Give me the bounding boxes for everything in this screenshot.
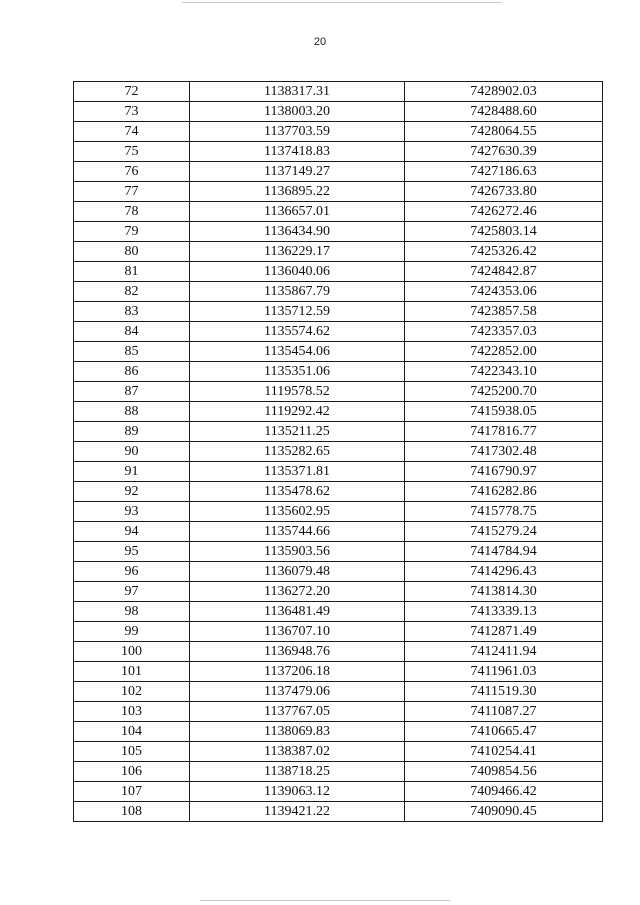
x-coordinate-cell: 1138317.31 (190, 82, 405, 102)
point-number-cell: 79 (74, 222, 190, 242)
table-row (74, 802, 603, 822)
x-coordinate-cell: 1136272.20 (190, 582, 405, 602)
page-number: 20 (313, 36, 327, 48)
x-coordinate-cell: 1135282.65 (190, 442, 405, 462)
y-coordinate-cell: 7409466.42 (405, 782, 603, 802)
point-number-cell: 91 (74, 462, 190, 482)
point-number-cell: 103 (74, 702, 190, 722)
table-row (74, 242, 603, 262)
y-coordinate-cell: 7411519.30 (405, 682, 603, 702)
y-coordinate-cell: 7410254.41 (405, 742, 603, 762)
x-coordinate-cell: 1135602.95 (190, 502, 405, 522)
point-number-cell: 75 (74, 142, 190, 162)
point-number-cell: 95 (74, 542, 190, 562)
point-number-cell: 99 (74, 622, 190, 642)
table-row (74, 222, 603, 242)
x-coordinate-cell: 1119578.52 (190, 382, 405, 402)
y-coordinate-cell: 7415778.75 (405, 502, 603, 522)
point-number-cell: 74 (74, 122, 190, 142)
table-row (74, 502, 603, 522)
point-number-cell: 85 (74, 342, 190, 362)
y-coordinate-cell: 7426272.46 (405, 202, 603, 222)
y-coordinate-cell: 7415938.05 (405, 402, 603, 422)
table-row (74, 622, 603, 642)
y-coordinate-cell: 7417302.48 (405, 442, 603, 462)
x-coordinate-cell: 1137703.59 (190, 122, 405, 142)
table-row (74, 162, 603, 182)
x-coordinate-cell: 1136948.76 (190, 642, 405, 662)
point-number-cell: 77 (74, 182, 190, 202)
point-number-cell: 101 (74, 662, 190, 682)
point-number-cell: 97 (74, 582, 190, 602)
table-row (74, 702, 603, 722)
point-number-cell: 76 (74, 162, 190, 182)
x-coordinate-cell: 1135712.59 (190, 302, 405, 322)
y-coordinate-cell: 7427186.63 (405, 162, 603, 182)
top-scan-rule (182, 2, 502, 3)
x-coordinate-cell: 1139063.12 (190, 782, 405, 802)
y-coordinate-cell: 7425326.42 (405, 242, 603, 262)
x-coordinate-cell: 1135478.62 (190, 482, 405, 502)
y-coordinate-cell: 7413339.13 (405, 602, 603, 622)
table-row (74, 302, 603, 322)
coordinates-table-body (74, 82, 603, 822)
table-row (74, 142, 603, 162)
point-number-cell: 72 (74, 82, 190, 102)
table-row (74, 642, 603, 662)
x-coordinate-cell: 1135211.25 (190, 422, 405, 442)
x-coordinate-cell: 1138718.25 (190, 762, 405, 782)
point-number-cell: 83 (74, 302, 190, 322)
table-row (74, 562, 603, 582)
x-coordinate-cell: 1136079.48 (190, 562, 405, 582)
y-coordinate-cell: 7414784.94 (405, 542, 603, 562)
point-number-cell: 94 (74, 522, 190, 542)
y-coordinate-cell: 7413814.30 (405, 582, 603, 602)
y-coordinate-cell: 7428902.03 (405, 82, 603, 102)
x-coordinate-cell: 1136481.49 (190, 602, 405, 622)
table-row (74, 742, 603, 762)
table-row (74, 282, 603, 302)
y-coordinate-cell: 7422343.10 (405, 362, 603, 382)
point-number-cell: 102 (74, 682, 190, 702)
coordinates-table (73, 81, 603, 822)
table-row (74, 262, 603, 282)
x-coordinate-cell: 1139421.22 (190, 802, 405, 822)
y-coordinate-cell: 7416790.97 (405, 462, 603, 482)
y-coordinate-cell: 7414296.43 (405, 562, 603, 582)
x-coordinate-cell: 1137418.83 (190, 142, 405, 162)
table-row (74, 682, 603, 702)
table-row (74, 362, 603, 382)
table-row (74, 582, 603, 602)
x-coordinate-cell: 1135744.66 (190, 522, 405, 542)
point-number-cell: 73 (74, 102, 190, 122)
y-coordinate-cell: 7417816.77 (405, 422, 603, 442)
x-coordinate-cell: 1135351.06 (190, 362, 405, 382)
table-row (74, 82, 603, 102)
point-number-cell: 78 (74, 202, 190, 222)
y-coordinate-cell: 7426733.80 (405, 182, 603, 202)
point-number-cell: 93 (74, 502, 190, 522)
y-coordinate-cell: 7412411.94 (405, 642, 603, 662)
point-number-cell: 96 (74, 562, 190, 582)
point-number-cell: 82 (74, 282, 190, 302)
y-coordinate-cell: 7416282.86 (405, 482, 603, 502)
y-coordinate-cell: 7412871.49 (405, 622, 603, 642)
y-coordinate-cell: 7428488.60 (405, 102, 603, 122)
x-coordinate-cell: 1137206.18 (190, 662, 405, 682)
x-coordinate-cell: 1137149.27 (190, 162, 405, 182)
table-row (74, 182, 603, 202)
x-coordinate-cell: 1135454.06 (190, 342, 405, 362)
table-row (74, 422, 603, 442)
table-row (74, 542, 603, 562)
table-row (74, 322, 603, 342)
point-number-cell: 107 (74, 782, 190, 802)
table-row (74, 202, 603, 222)
table-row (74, 722, 603, 742)
point-number-cell: 84 (74, 322, 190, 342)
bottom-scan-rule (200, 900, 450, 901)
y-coordinate-cell: 7415279.24 (405, 522, 603, 542)
y-coordinate-cell: 7425200.70 (405, 382, 603, 402)
x-coordinate-cell: 1136040.06 (190, 262, 405, 282)
x-coordinate-cell: 1138387.02 (190, 742, 405, 762)
x-coordinate-cell: 1136895.22 (190, 182, 405, 202)
x-coordinate-cell: 1135867.79 (190, 282, 405, 302)
x-coordinate-cell: 1119292.42 (190, 402, 405, 422)
point-number-cell: 88 (74, 402, 190, 422)
x-coordinate-cell: 1135903.56 (190, 542, 405, 562)
x-coordinate-cell: 1137767.05 (190, 702, 405, 722)
y-coordinate-cell: 7411961.03 (405, 662, 603, 682)
table-row (74, 462, 603, 482)
y-coordinate-cell: 7409090.45 (405, 802, 603, 822)
x-coordinate-cell: 1137479.06 (190, 682, 405, 702)
point-number-cell: 92 (74, 482, 190, 502)
y-coordinate-cell: 7424842.87 (405, 262, 603, 282)
table-row (74, 342, 603, 362)
table-row (74, 602, 603, 622)
table-row (74, 482, 603, 502)
y-coordinate-cell: 7423357.03 (405, 322, 603, 342)
y-coordinate-cell: 7427630.39 (405, 142, 603, 162)
point-number-cell: 80 (74, 242, 190, 262)
point-number-cell: 90 (74, 442, 190, 462)
x-coordinate-cell: 1136229.17 (190, 242, 405, 262)
point-number-cell: 105 (74, 742, 190, 762)
x-coordinate-cell: 1136657.01 (190, 202, 405, 222)
point-number-cell: 108 (74, 802, 190, 822)
point-number-cell: 106 (74, 762, 190, 782)
table-row (74, 122, 603, 142)
table-row (74, 442, 603, 462)
y-coordinate-cell: 7422852.00 (405, 342, 603, 362)
x-coordinate-cell: 1138003.20 (190, 102, 405, 122)
table-row (74, 402, 603, 422)
x-coordinate-cell: 1136434.90 (190, 222, 405, 242)
point-number-cell: 86 (74, 362, 190, 382)
x-coordinate-cell: 1135574.62 (190, 322, 405, 342)
point-number-cell: 104 (74, 722, 190, 742)
table-row (74, 662, 603, 682)
y-coordinate-cell: 7411087.27 (405, 702, 603, 722)
table-row (74, 102, 603, 122)
point-number-cell: 100 (74, 642, 190, 662)
x-coordinate-cell: 1136707.10 (190, 622, 405, 642)
y-coordinate-cell: 7424353.06 (405, 282, 603, 302)
point-number-cell: 81 (74, 262, 190, 282)
x-coordinate-cell: 1135371.81 (190, 462, 405, 482)
y-coordinate-cell: 7425803.14 (405, 222, 603, 242)
table-row (74, 522, 603, 542)
y-coordinate-cell: 7410665.47 (405, 722, 603, 742)
table-row (74, 782, 603, 802)
point-number-cell: 89 (74, 422, 190, 442)
y-coordinate-cell: 7409854.56 (405, 762, 603, 782)
y-coordinate-cell: 7428064.55 (405, 122, 603, 142)
y-coordinate-cell: 7423857.58 (405, 302, 603, 322)
point-number-cell: 98 (74, 602, 190, 622)
x-coordinate-cell: 1138069.83 (190, 722, 405, 742)
table-row (74, 382, 603, 402)
table-row (74, 762, 603, 782)
point-number-cell: 87 (74, 382, 190, 402)
